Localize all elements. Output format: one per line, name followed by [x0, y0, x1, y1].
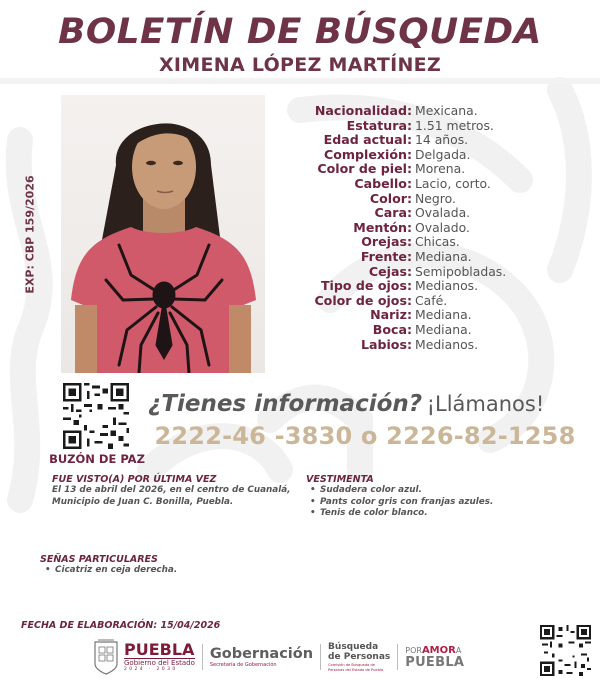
buzon-de-paz-label: BUZÓN DE PAZ — [49, 452, 145, 466]
case-file-number — [20, 174, 40, 294]
amor-top-line — [405, 646, 464, 656]
feature-value: Ovalado. — [415, 219, 470, 235]
feature-label: Cabello: — [354, 175, 412, 191]
missing-person-photo — [61, 95, 265, 373]
logo-divider — [320, 644, 321, 670]
feature-row-edad — [290, 133, 580, 148]
feature-value: Medianos. — [415, 278, 479, 294]
footer-qr-code[interactable] — [540, 625, 591, 676]
amor-a: A — [455, 645, 462, 655]
feature-row-frente — [290, 250, 580, 265]
gobernacion-logo — [210, 647, 313, 668]
logo-divider — [202, 644, 203, 670]
feature-row-nariz — [290, 308, 580, 323]
feature-row-complexion — [290, 148, 580, 163]
contact-call-to-action: ¡Llámanos! — [426, 392, 545, 416]
feature-row-color — [290, 192, 580, 207]
feature-label: Color de ojos: — [314, 292, 412, 308]
busqueda-line-2: de Personas — [328, 652, 391, 662]
feature-value: 14 años. — [415, 132, 469, 148]
feature-row-boca — [290, 323, 580, 338]
puebla-wordmark: PUEBLA — [124, 640, 195, 659]
feature-label: Cara: — [374, 205, 412, 221]
feature-row-tipo-ojos — [290, 279, 580, 294]
feature-row-labios — [290, 338, 580, 353]
amor-amor: AMOR — [421, 644, 456, 656]
last-seen-line-1: El 13 de abril del 2026, en el centro de Cuanalá, — [52, 485, 291, 495]
last-seen-section — [52, 474, 302, 508]
feature-label: Color de piel: — [317, 161, 412, 177]
busqueda-subtitle: Comisión de Búsqueda de Personas del Estado de Puebla — [328, 663, 384, 672]
physical-features-list — [290, 104, 580, 352]
marks-item: • Cicatriz en ceja derecha. — [45, 565, 290, 577]
feature-value: Café. — [415, 292, 448, 308]
marks-title: SEÑAS PARTICULARES — [40, 554, 158, 565]
clothing-section — [306, 474, 556, 520]
clothing-list — [306, 485, 556, 520]
gobernacion-wordmark: Gobernación — [209, 645, 314, 662]
feature-value: Lacio, corto. — [415, 175, 491, 191]
feature-label: Nariz: — [370, 307, 412, 323]
gobierno-puebla-logo — [124, 642, 195, 672]
distinguishing-marks-section — [40, 554, 290, 577]
busqueda-line-1: Búsqueda — [328, 642, 379, 652]
feature-value: Semipobladas. — [415, 263, 507, 279]
feature-label: Orejas: — [361, 234, 412, 250]
feature-value: Mediana. — [415, 307, 472, 323]
feature-value: Delgada. — [415, 146, 471, 162]
feature-row-estatura — [290, 119, 580, 134]
clothing-item: • Sudadera color azul. — [310, 485, 556, 497]
puebla-years: 2024 · 2030 — [124, 667, 178, 672]
feature-row-cara — [290, 206, 580, 221]
feature-label: Tipo de ojos: — [320, 278, 412, 294]
feature-label: Edad actual: — [323, 132, 412, 148]
feature-value: Ovalada. — [415, 205, 471, 221]
feature-label: Complexión: — [324, 146, 412, 162]
feature-label: Estatura: — [346, 117, 412, 133]
amor-por: POR — [405, 645, 422, 655]
missing-person-name: XIMENA LÓPEZ MARTÍNEZ — [158, 54, 442, 76]
feature-value: Mediana. — [415, 321, 472, 337]
feature-label: Cejas: — [368, 263, 412, 279]
contact-question: ¿Tienes información? — [148, 391, 423, 417]
amor-puebla: PUEBLA — [405, 654, 465, 670]
feature-value: Negro. — [415, 190, 456, 206]
feature-value: Morena. — [415, 161, 466, 177]
buzon-de-paz-qr-code[interactable] — [63, 383, 129, 449]
clothing-title: VESTIMENTA — [306, 474, 374, 485]
last-seen-line-2: Municipio de Juan C. Bonilla, Puebla. — [52, 496, 234, 507]
creation-date: FECHA DE ELABORACIÓN: 15/04/2026 — [21, 620, 221, 631]
puebla-subtitle: Gobierno del Estado — [124, 659, 195, 667]
contact-phone-numbers[interactable]: 2222-46 -3830 o 2226-82-1258 — [154, 422, 576, 450]
puebla-crest-icon — [92, 638, 120, 676]
logo-divider — [397, 644, 398, 670]
feature-label: Boca: — [372, 321, 412, 337]
clothing-item: • Pants color gris con franjas azules. — [310, 497, 556, 509]
feature-row-orejas — [290, 235, 580, 250]
feature-label: Mentón: — [353, 219, 412, 235]
busqueda-personas-logo — [328, 642, 390, 672]
footer-logos — [92, 637, 464, 677]
feature-label: Labios: — [360, 336, 412, 352]
feature-value: Medianos. — [415, 336, 479, 352]
feature-row-cabello — [290, 177, 580, 192]
feature-row-color-ojos — [290, 294, 580, 309]
case-file-text: EXP: CBP 159/2026 — [23, 174, 37, 294]
clothing-item: • Tenis de color blanco. — [310, 508, 556, 520]
feature-row-menton — [290, 221, 580, 236]
bulletin-title: BOLETÍN DE BÚSQUEDA — [58, 12, 542, 52]
feature-value: Mexicana. — [415, 103, 478, 118]
feature-row-cejas — [290, 265, 580, 280]
marks-list — [40, 565, 290, 577]
feature-row-color-piel — [290, 162, 580, 177]
last-seen-title: FUE VISTO(A) POR ÚLTIMA VEZ — [52, 474, 217, 485]
feature-label: Color: — [369, 190, 412, 206]
feature-value: 1.51 metros. — [415, 117, 494, 133]
por-amor-a-puebla-logo — [405, 646, 464, 669]
feature-label: Frente: — [360, 248, 412, 264]
feature-row-nacionalidad — [290, 104, 580, 119]
feature-value: Mediana. — [415, 248, 472, 264]
feature-value: Chicas. — [415, 234, 460, 250]
gobernacion-subtitle: Secretaría de Gobernación — [209, 661, 277, 668]
contact-prompt — [148, 391, 588, 417]
feature-label: Nacionalidad: — [314, 103, 412, 118]
